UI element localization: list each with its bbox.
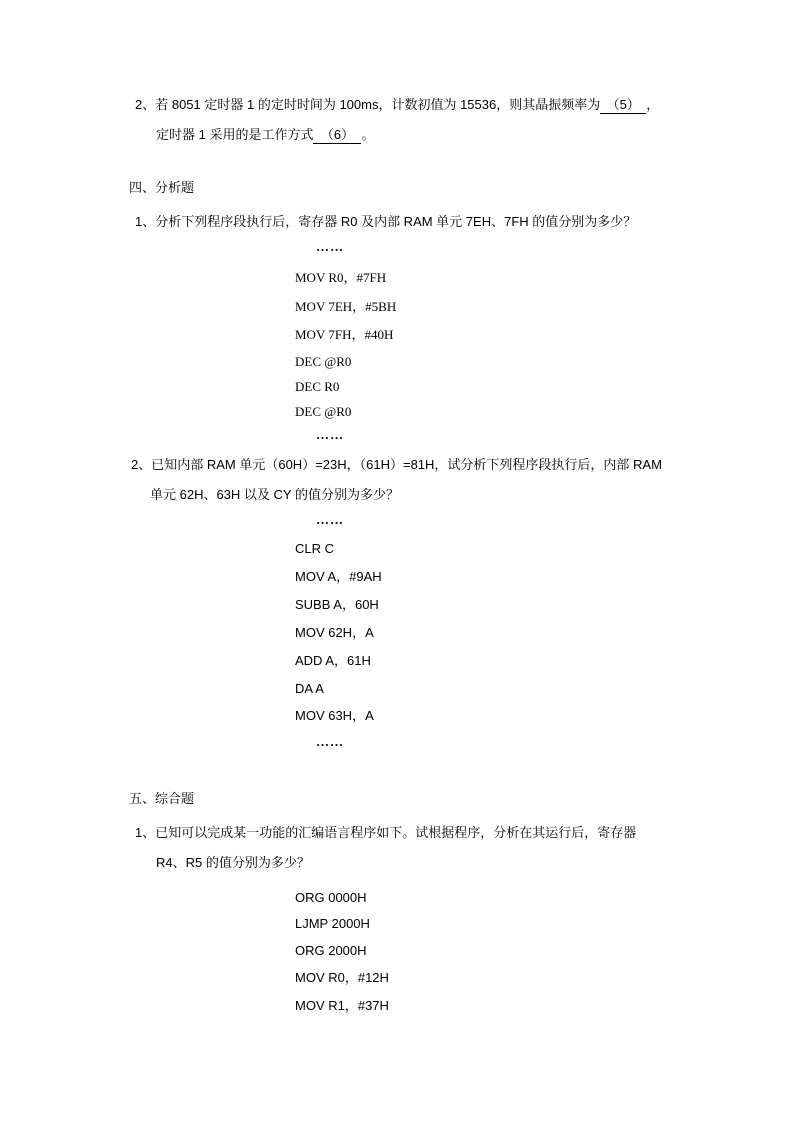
question-text: 2、若 8051 定时器 1 的定时时间为 100ms，计数初值为 15536，则其晶振频率为 [135, 97, 601, 112]
ellipsis: …… [316, 512, 344, 527]
answer-blank-5: （5） [600, 97, 646, 114]
answer-blank-6: （6） [313, 127, 361, 144]
code-line: MOV 63H，A [295, 708, 374, 723]
question-text: 1、已知可以完成某一功能的汇编语言程序如下。试根据程序，分析在其运行后，寄存器 [135, 825, 637, 840]
question-line [135, 97, 659, 114]
section-heading: 五、综合题 [129, 791, 195, 806]
question-text: 1、分析下列程序段执行后，寄存器 R0 及内部 RAM 单元 7EH、7FH 的值分别为多少？ [135, 214, 637, 229]
question-line [156, 127, 374, 144]
question-text: 定时器 1 采用的是工作方式 [156, 127, 314, 142]
ellipsis: …… [316, 427, 344, 442]
code-line: DA A [295, 681, 324, 696]
code-line: MOV 62H，A [295, 625, 374, 640]
question-text: R4、R5 的值分别为多少？ [156, 855, 310, 870]
code-line: MOV 7FH，#40H [295, 327, 394, 342]
code-line: MOV 7EH，#5BH [295, 299, 397, 314]
code-line: DEC @R0 [295, 404, 352, 419]
question-text: 单元 62H、63H 以及 CY 的值分别为多少？ [150, 487, 399, 502]
code-line: LJMP 2000H [295, 916, 370, 931]
section-heading: 四、分析题 [129, 180, 195, 195]
code-line: ADD A，61H [295, 653, 371, 668]
punctuation: ， [646, 97, 660, 112]
code-line: MOV R0，#12H [295, 970, 389, 985]
code-line: ORG 2000H [295, 943, 367, 958]
code-line: MOV R1，#37H [295, 998, 389, 1013]
ellipsis: …… [316, 734, 344, 749]
code-line: SUBB A，60H [295, 597, 379, 612]
code-line: DEC R0 [295, 379, 340, 394]
code-line: MOV A，#9AH [295, 569, 382, 584]
question-text: 2、已知内部 RAM 单元（60H）=23H，（61H）=81H，试分析下列程序段执行后，内部 RAM [131, 457, 662, 472]
code-line: CLR C [295, 541, 335, 556]
code-line: ORG 0000H [295, 890, 367, 905]
code-line: DEC @R0 [295, 354, 352, 369]
ellipsis: …… [316, 239, 344, 254]
punctuation: 。 [361, 127, 375, 142]
code-line: MOV R0，#7FH [295, 270, 387, 285]
